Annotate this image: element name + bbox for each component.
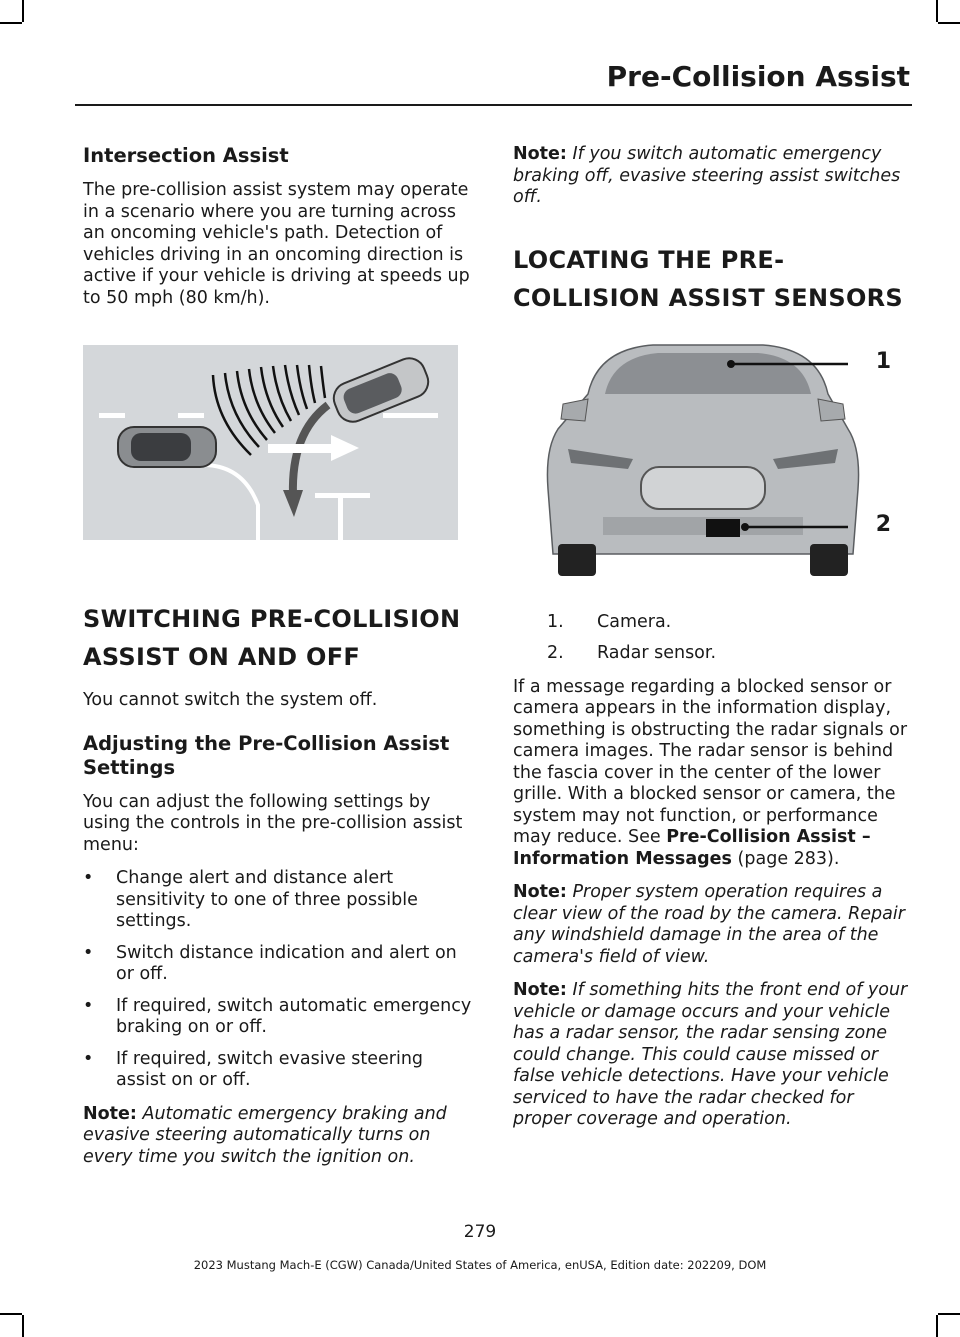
blocked-sensor-text: If a message regarding a blocked sensor or camera appears in the information display, something is obstructing the radar signals or camera images. The radar sensor is behind the fascia cover in the center of the lower grille. With a blocked sensor or camera, the system may not function, or performance may reduce. See: [513, 676, 908, 847]
adjusting-note: [83, 1104, 478, 1169]
evasive-steering-note: [513, 144, 913, 209]
legend-number: 1.: [547, 611, 564, 632]
list-item-text: If required, switch evasive steering assist on or off.: [116, 1048, 424, 1090]
settings-list: [83, 868, 478, 1092]
crop-mark: [938, 22, 960, 24]
blocked-sensor-paragraph: [513, 677, 913, 871]
figure-legend: [513, 612, 913, 665]
locating-heading-line2: COLLISION ASSIST SENSORS: [513, 283, 904, 312]
crop-mark: [938, 1313, 960, 1315]
intersection-assist-body: The pre-collision assist system may operate in a scenario where you are turning across an oncoming vehicle's path. Detection of vehicles driving in an oncoming direction is active if your vehicle is driving at speeds up to 50 mph (80 km/h).: [83, 180, 470, 308]
header-rule: [75, 104, 912, 106]
note-label: Note:: [83, 1103, 137, 1124]
switching-body: You cannot switch the system off.: [83, 690, 378, 710]
note-text: Proper system operation requires a clear view of the road by the camera. Repair any windshield damage in the area of the camera's field of view.: [513, 882, 905, 967]
bullet-glyph: •: [83, 1048, 94, 1069]
note-text: Automatic emergency braking and evasive steering automatically turns on every time you switch the ignition on.: [83, 1103, 447, 1167]
crop-mark: [22, 1315, 24, 1337]
switching-heading-line1: SWITCHING PRE-COLLISION: [83, 605, 461, 633]
callout-1: 1: [875, 348, 891, 374]
intersection-assist-heading: Intersection Assist: [83, 144, 289, 167]
list-item-text: Switch distance indication and alert on or off.: [116, 942, 457, 984]
callout-2: 2: [875, 511, 891, 537]
list-item: [83, 1049, 478, 1092]
page-number: 279: [463, 1222, 497, 1242]
adjusting-intro: You can adjust the following settings by using the controls in the pre-collision assist menu:: [83, 791, 463, 855]
note-label: Note:: [513, 882, 567, 902]
right-column: [513, 144, 913, 1143]
radar-damage-note: [513, 980, 913, 1131]
list-item-text: If required, switch automatic emergency braking on or off.: [116, 995, 472, 1037]
crop-mark: [936, 1315, 938, 1337]
cross-reference-page: (page 283).: [737, 848, 840, 869]
list-item: [83, 868, 478, 933]
intersection-illustration: [83, 345, 458, 540]
list-item: [83, 996, 478, 1039]
adjusting-heading: Adjusting the Pre-Collision Assist Settings: [83, 731, 450, 779]
note-label: Note:: [513, 980, 567, 1000]
list-item: [83, 943, 478, 986]
cross-reference-link[interactable]: Pre-Collision Assist – Information Messages: [513, 827, 871, 869]
bullet-glyph: •: [83, 995, 94, 1016]
note-text: If you switch automatic emergency braking off, evasive steering assist switches off.: [513, 144, 901, 207]
list-item-text: Change alert and distance alert sensitivity to one of three possible settings.: [116, 868, 418, 931]
legend-label: Camera.: [597, 611, 672, 632]
switching-heading-line2: ASSIST ON AND OFF: [83, 643, 361, 671]
bullet-glyph: •: [83, 868, 94, 888]
sensor-location-figure: [513, 339, 893, 584]
edition-footer: 2023 Mustang Mach-E (CGW) Canada/United States of America, enUSA, Edition date: 202209, DOM: [193, 1258, 767, 1272]
crop-mark: [936, 0, 938, 22]
vehicle-front-illustration: [513, 339, 893, 584]
note-label: Note:: [513, 144, 567, 164]
locating-heading-line1: LOCATING THE PRE-: [513, 245, 785, 274]
legend-item: [513, 612, 913, 634]
left-column: [83, 144, 478, 1180]
camera-view-note: [513, 882, 913, 968]
crop-mark: [0, 22, 22, 24]
legend-number: 2.: [547, 643, 564, 663]
page-header-title: Pre-Collision Assist: [606, 60, 910, 93]
legend-label: Radar sensor.: [597, 643, 717, 663]
crop-mark: [0, 1313, 22, 1315]
note-text: If something hits the front end of your vehicle or damage occurs and your vehicle has a radar sensor, the radar sensing zone could change. This could cause missed or false vehicle detections. Have your vehicle serviced to have the radar checked for proper coverage and operation.: [513, 980, 908, 1129]
bullet-glyph: •: [83, 942, 94, 963]
legend-item: [513, 643, 913, 665]
crop-mark: [22, 0, 24, 22]
